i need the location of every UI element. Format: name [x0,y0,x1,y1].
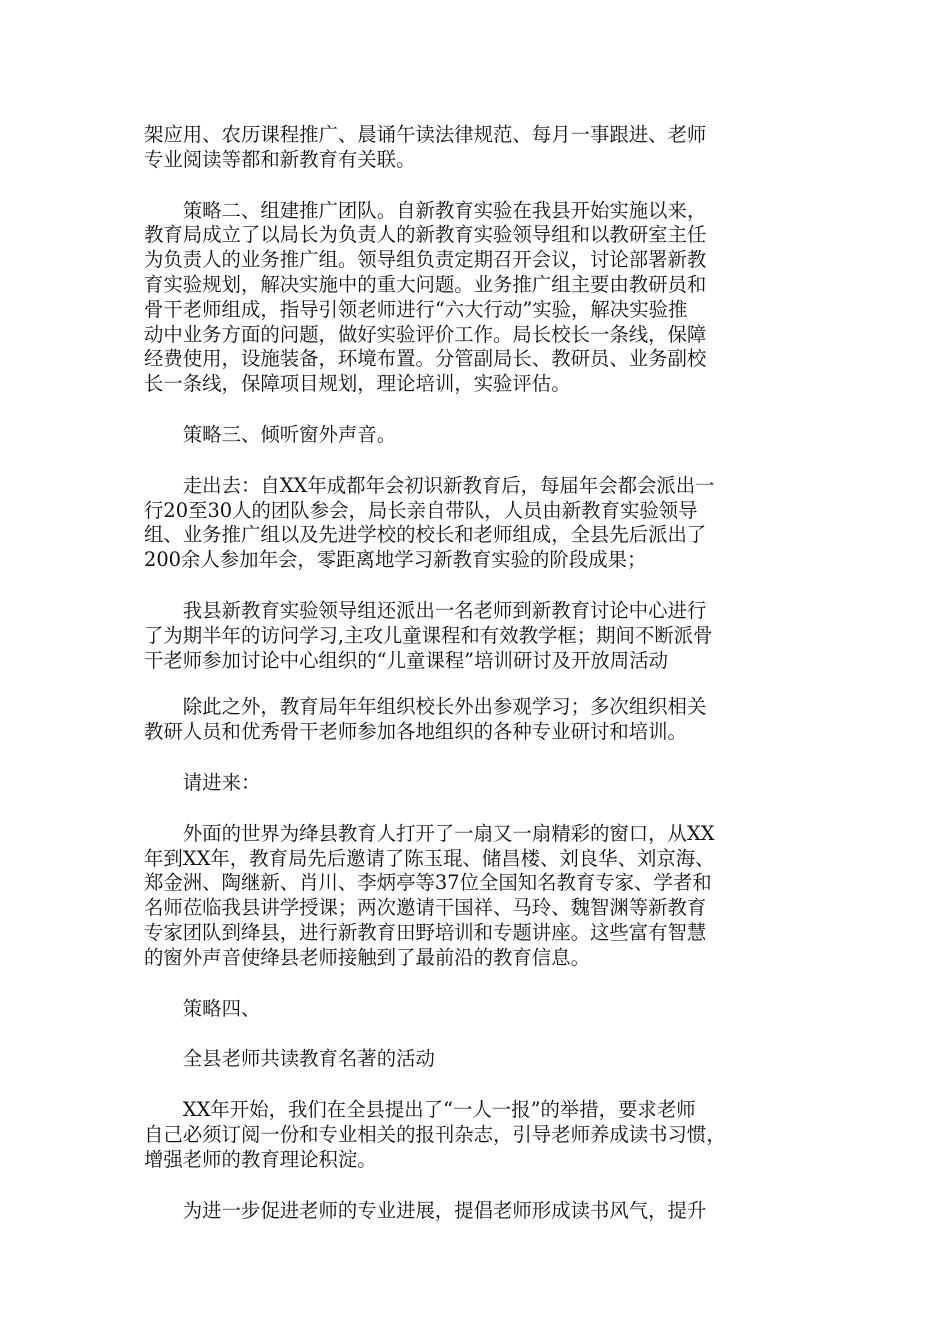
paragraph-line: 动中业务方面的问题，做好实验评价工作。局长校长一条线，保障 [144,322,707,346]
paragraph-line: 经费使用，设施装备，环境布置。分管副局长、教研员、业务副校 [144,347,707,371]
paragraph-outside-world [144,822,806,971]
paragraph-line: 我县新教育实验领导组还派出一名老师到新教育讨论中心进行 [182,598,707,622]
paragraph-line: 行20至30人的团队参会，局长亲自带队，人员由新教育实验领导 [144,498,698,522]
paragraph-line: XX年开始，我们在全县提出了“一人一报”的举措，要求老师 [182,1098,696,1122]
paragraph-visit-study [144,599,806,673]
paragraph-further-promote [144,1199,806,1224]
paragraph-go-out [144,474,806,573]
paragraph-line: 的窗外声音使绛县老师接触到了最前沿的教育信息。 [144,945,590,969]
paragraph-line: 增强老师的教育理论积淀。 [144,1147,377,1171]
paragraph-reading-activity-heading [144,1047,806,1072]
paragraph-line: 为进一步促进老师的专业进展，提倡老师形成读书风气，提升 [182,1198,707,1222]
paragraph-line: 策略四、 [182,996,261,1020]
paragraph-line: 年到XX年，教育局先后邀请了陈玉琨、储昌楼、刘良华、刘京海、 [144,846,715,870]
paragraph-line: 专业阅读等都和新教育有关联。 [144,147,416,171]
paragraph-line: 全县老师共读教育名著的活动 [182,1047,435,1071]
paragraph-line: 组、业务推广组以及先进学校的校长和老师组成，全县先后派出了 [144,523,707,547]
paragraph-besides [144,695,806,745]
paragraph-strategy-4-heading [144,997,806,1022]
paragraph-line: 请进来： [182,770,261,794]
paragraph-line: 除此之外，教育局年年组织校长外出参观学习；多次组织相关 [182,695,707,719]
paragraph-line: 架应用、农历课程推广、晨诵午读法律规范、每月一事跟进、老师 [144,123,707,146]
paragraph-line: 育实验规划，解决实施中的重大问题。业务推广组主要由教研员和 [144,272,707,296]
paragraph-line: 专家团队到绛县，进行新教育田野培训和专题讲座。这些富有智慧 [144,920,707,944]
paragraph-line: 自己必须订阅一份和专业相关的报刊杂志，引导老师养成读书习惯， [144,1122,726,1146]
paragraph-line: 走出去：自XX年成都年会初识新教育后，每届年会都会派出一 [182,473,715,497]
paragraph-line: 教研人员和优秀骨干老师参加各地组织的各种专业研讨和培训。 [144,720,687,744]
paragraph-line: 为负责人的业务推广组。领导组负责定期召开会议，讨论部署新教 [144,248,707,272]
paragraph-strategy-3-heading [144,423,806,448]
paragraph-invite-in-heading [144,771,806,796]
paragraph-line: 名师莅临我县讲学授课；两次邀请干国祥、马玲、魏智渊等新教育 [144,896,707,920]
paragraph-one-person-one-paper [144,1098,806,1172]
paragraph-line: 了为期半年的访问学习,主攻儿童课程和有效教学框；期间不断派骨 [144,623,713,647]
paragraph-line: 策略二、组建推广团队。自新教育实验在我县开始实施以来， [182,198,707,222]
paragraph-line: 外面的世界为绛县教育人打开了一扇又一扇精彩的窗口，从XX [182,821,715,845]
paragraph-line: 长一条线，保障项目规划，理论培训，实验评估。 [144,372,571,396]
paragraph-1 [144,123,806,173]
paragraph-strategy-2 [144,199,806,397]
paragraph-line: 教育局成立了以局长为负责人的新教育实验领导组和以教研室主任 [144,223,707,247]
paragraph-line: 骨干老师组成，指导引领老师进行“六大行动”实验，解决实验推 [144,297,688,321]
document-body [144,123,806,1249]
paragraph-line: 策略三、倾听窗外声音。 [182,422,397,446]
paragraph-line: 200余人参加年会，零距离地学习新教育实验的阶段成果； [144,548,647,572]
paragraph-line: 干老师参加讨论中心组织的“儿童课程”培训研讨及开放周活动 [144,648,668,672]
paragraph-line: 郑金洲、陶继新、肖川、李炳亭等37位全国知名教育专家、学者和 [144,871,712,895]
